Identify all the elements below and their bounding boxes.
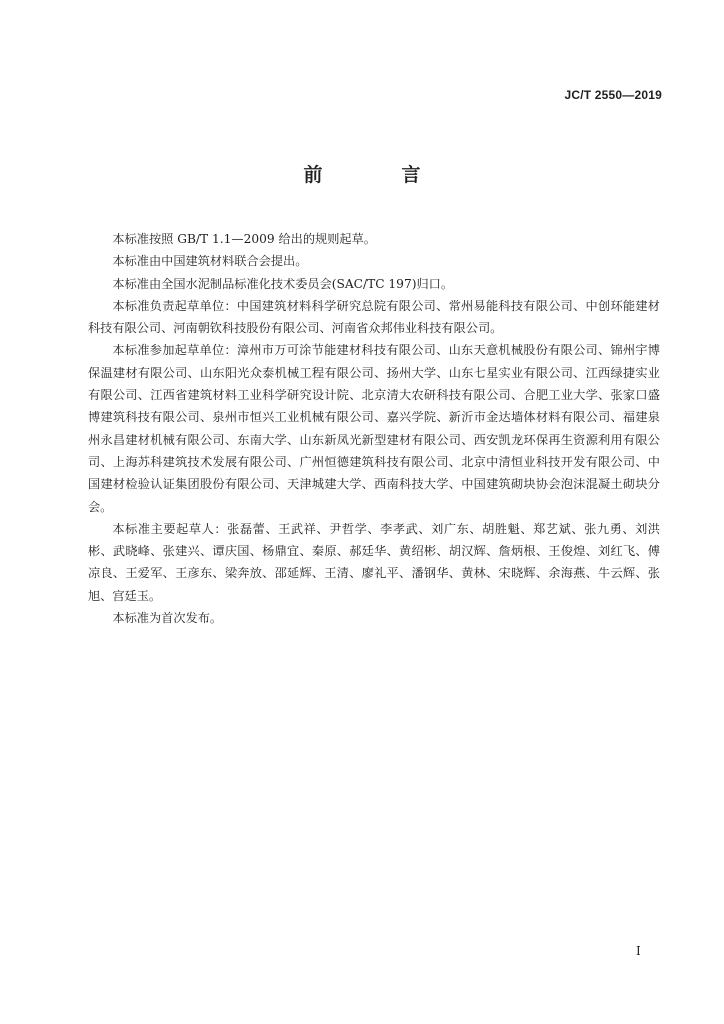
paragraph-proposer: 本标准由中国建筑材料联合会提出。: [112, 254, 308, 269]
standard-code: JC/T 2550—2019: [564, 88, 662, 102]
paragraph-main-drafters: 本标准主要起草人：张磊蕾、王武祥、尹哲学、李孝武、刘广东、胡胜魁、郑艺斌、张九勇、刘洪彬、武晓峰、张建兴、谭庆国、杨鼎宜、秦原、郝廷华、黄绍彬、胡汉辉、詹炳根、王俊煌、刘红飞、傅凉良、王爱军、王彦东、梁奔放、邵延辉、王清、廖礼平、潘钢华、黄林、宋晓辉、余海燕、牛云辉、张旭、宫廷玉。: [88, 521, 660, 603]
page-number: I: [636, 944, 641, 958]
paragraph-administrator: 本标准由全国水泥制品标准化技术委员会(SAC/TC 197)归口。: [112, 276, 454, 291]
paragraph-participating-units: 本标准参加起草单位：漳州市万可涂节能建材科技有限公司、山东天意机械股份有限公司、锦州宇博保温建材有限公司、山东阳光众泰机械工程有限公司、扬州大学、山东七星实业有限公司、江西绿捷实业有限公司、江西省建筑材料工业科学研究设计院、北京清大农研科技有限公司、合肥工业大学、张家口盛博建筑科技有限公司、泉州市恒兴工业机械有限公司、嘉兴学院、新沂市金达墙体材料有限公司、福建泉州永昌建材机械有限公司、东南大学、山东新凤光新型建材有限公司、西安凯龙环保再生资源利用有限公司、上海苏科建筑技术发展有限公司、广州恒德建筑科技有限公司、北京中清恒业科技开发有限公司、中国建材检验认证集团股份有限公司、天津城建大学、西南科技大学、中国建筑砌块协会泡沫混凝土砌块分会。: [88, 343, 660, 514]
page-title: 前 言: [303, 164, 451, 186]
paragraph-drafting-rules: 本标准按照 GB/T 1.1—2009 给出的规则起草。: [112, 232, 376, 246]
paragraph-first-release: 本标准为首次发布。: [112, 611, 223, 626]
foreword-body: [88, 228, 660, 629]
paragraph-lead-drafting-units: 本标准负责起草单位：中国建筑材料科学研究总院有限公司、常州易能科技有限公司、中创环能建材科技有限公司、河南朝钦科技股份有限公司、河南省众邦伟业科技有限公司。: [88, 298, 660, 336]
